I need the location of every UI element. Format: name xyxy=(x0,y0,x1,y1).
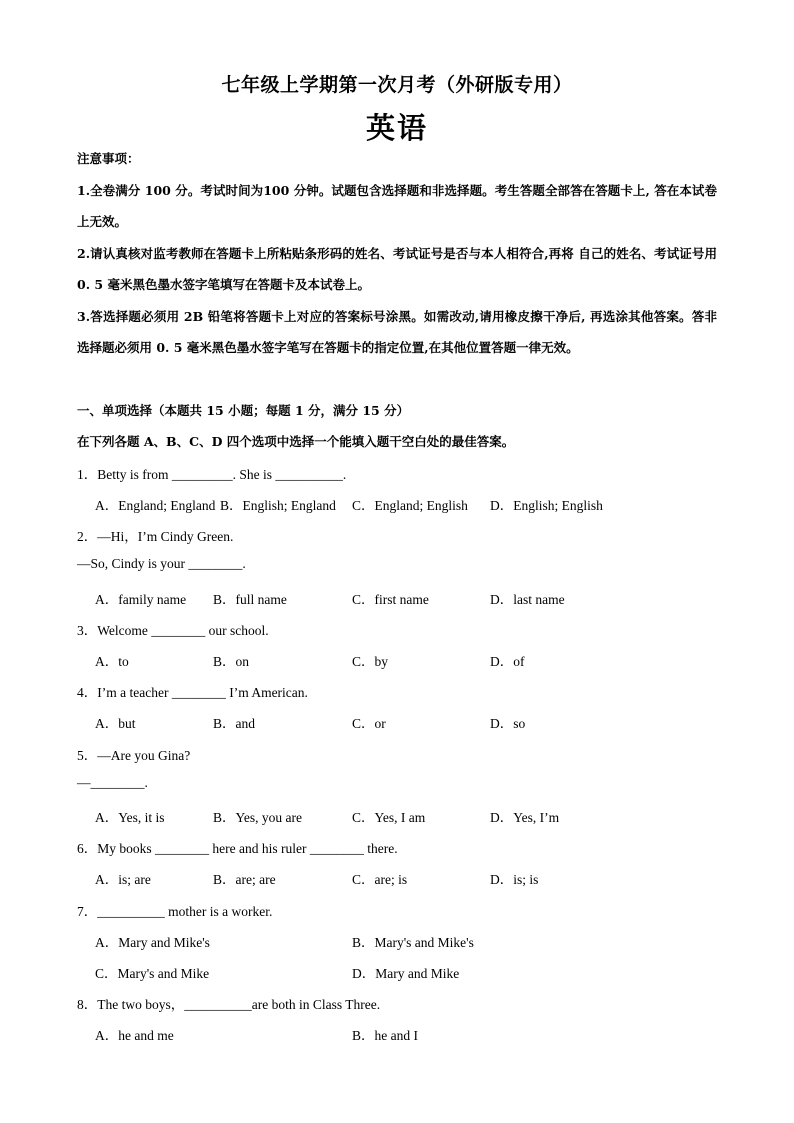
question-2: 2．—Hi，I’m Cindy Green. xyxy=(77,529,234,544)
q2-option-a[interactable]: A．family name xyxy=(95,592,187,607)
q7-option-a[interactable]: A．Mary and Mike's xyxy=(95,935,210,950)
section-instruction: 在下列各题 A、B、C、D 四个选项中选择一个能填入题干空白处的最佳答案。 xyxy=(77,434,515,449)
q1-option-d[interactable]: D．English; English xyxy=(490,498,603,513)
q1-option-c[interactable]: C．England; English xyxy=(352,498,468,513)
q6-option-b[interactable]: B．are; are xyxy=(213,872,276,887)
q8-option-b[interactable]: B．he and I xyxy=(352,1028,418,1043)
question-7: 7．__________ mother is a worker. xyxy=(77,904,273,919)
question-2-line-2: —So, Cindy is your ________. xyxy=(77,556,246,571)
exam-title: 七年级上学期第一次月考（外研版专用） xyxy=(221,74,573,96)
question-4: 4．I’m a teacher ________ I’m American. xyxy=(77,685,308,700)
q5-option-b[interactable]: B．Yes, you are xyxy=(213,810,303,825)
notice-item-1: 1.全卷满分 100 分。考试时间为100 分钟。试题包含选择题和非选择题。考生答题全部答在答题卡上, 答在本试卷上无效。 xyxy=(77,182,717,229)
question-3: 3．Welcome ________ our school. xyxy=(77,623,269,638)
subject-title: 英语 xyxy=(365,111,428,145)
question-8: 8．The two boys，__________are both in Class Three. xyxy=(77,997,381,1012)
q7-option-c[interactable]: C．Mary's and Mike xyxy=(95,966,210,981)
q7-option-d[interactable]: D．Mary and Mike xyxy=(352,966,460,981)
q3-option-b[interactable]: B．on xyxy=(213,654,250,669)
question-5: 5．—Are you Gina? xyxy=(77,748,191,763)
q2-option-b[interactable]: B．full name xyxy=(213,592,287,607)
notice-heading: 注意事项： xyxy=(77,151,140,166)
q6-option-d[interactable]: D．is; is xyxy=(490,872,539,887)
notice-item-2: 2.请认真核对监考教师在答题卡上所粘贴条形码的姓名、考试证号是否与本人相符合,再将 自己的姓名、考试证号用 0. 5 毫米黑色墨水签字笔填写在答题卡及本试卷上。 xyxy=(77,245,717,292)
question-1: 1．Betty is from _________. She is __________. xyxy=(77,467,347,482)
q1-option-a[interactable]: A．England; England xyxy=(95,498,216,513)
q6-option-a[interactable]: A．is; are xyxy=(95,872,151,887)
q4-option-c[interactable]: C．or xyxy=(352,716,386,731)
section-heading: 一、单项选择（本题共 15 小题；每题 1 分，满分 15 分） xyxy=(77,403,410,418)
q4-option-b[interactable]: B．and xyxy=(213,716,255,731)
q5-option-c[interactable]: C．Yes, I am xyxy=(352,810,426,825)
notice-block xyxy=(77,143,717,364)
q3-option-d[interactable]: D．of xyxy=(490,654,525,669)
notice-item-3: 3.答选择题必须用 2B 铅笔将答题卡上对应的答案标号涂黑。如需改动,请用橡皮擦干净后, 再选涂其他答案。答非选择题必须用 0. 5 毫米黑色墨水签字笔写在答题卡的指定位置,在其他位置答题一律无效。 xyxy=(77,308,717,355)
q4-option-a[interactable]: A．but xyxy=(95,716,136,731)
q1-option-b[interactable]: B．English; England xyxy=(220,498,336,513)
q8-option-a[interactable]: A．he and me xyxy=(95,1028,174,1043)
q3-option-a[interactable]: A．to xyxy=(95,654,129,669)
q4-option-d[interactable]: D．so xyxy=(490,716,526,731)
q2-option-c[interactable]: C．first name xyxy=(352,592,429,607)
q5-option-a[interactable]: A．Yes, it is xyxy=(95,810,165,825)
q2-option-d[interactable]: D．last name xyxy=(490,592,565,607)
q7-option-b[interactable]: B．Mary's and Mike's xyxy=(352,935,474,950)
question-5-line-2: —________. xyxy=(77,775,148,790)
question-6: 6．My books ________ here and his ruler ________ there. xyxy=(77,841,398,856)
q6-option-c[interactable]: C．are; is xyxy=(352,872,408,887)
q3-option-c[interactable]: C．by xyxy=(352,654,389,669)
q5-option-d[interactable]: D．Yes, I’m xyxy=(490,810,560,825)
